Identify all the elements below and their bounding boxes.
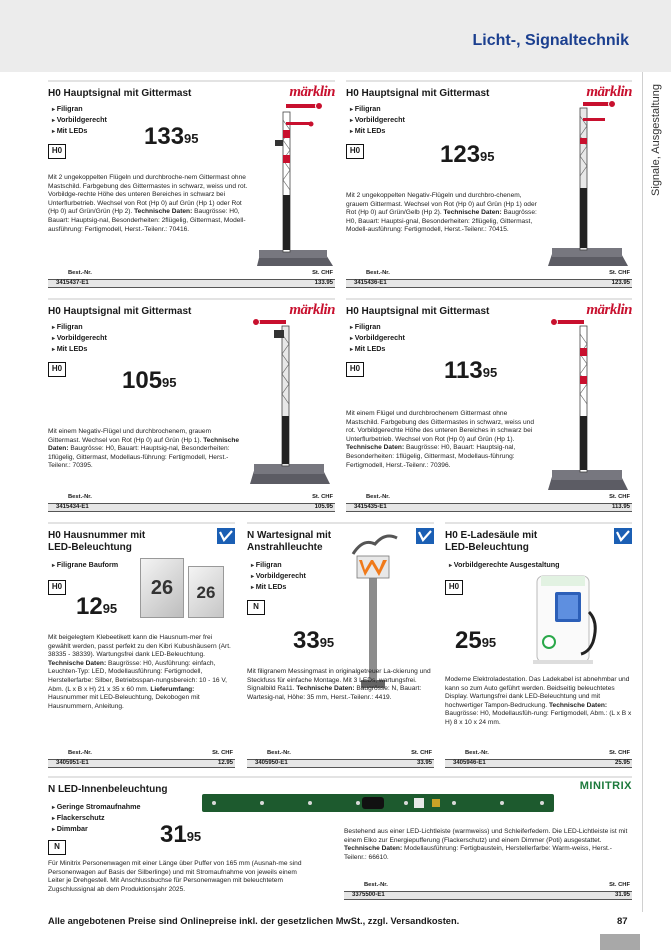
price-main: 31 bbox=[160, 821, 187, 848]
title-line: Anstrahlleuchte bbox=[247, 542, 323, 553]
feature-item: ▸ Flackerschutz bbox=[52, 813, 141, 824]
price-cents: 95 bbox=[102, 601, 118, 616]
price-cents: 95 bbox=[482, 365, 498, 380]
title-line: LED-Beleuchtung bbox=[48, 542, 132, 553]
feature-item: ▸ Dimmbar bbox=[52, 824, 141, 835]
art-header bbox=[48, 494, 335, 502]
feature-item: ▸ Vorbildgerecht bbox=[350, 333, 405, 344]
product-description bbox=[48, 634, 235, 711]
viessmann-logo bbox=[416, 528, 434, 544]
tech-label: Technische Daten: bbox=[48, 436, 240, 453]
product-card bbox=[247, 522, 434, 770]
feature-list bbox=[350, 104, 405, 137]
tech-label: Technische Daten: bbox=[443, 209, 502, 217]
feature-item: ▸ Filigran bbox=[52, 322, 107, 333]
description-text: Bestehend aus einer LED-Lichtleiste (warmweiss) und Schleiferfedern. Die LED-Lichtleiste ist mit einem Elko zur Energiepufferung (Flackerschutz) und einem Dimmer (Poti) ausgestattet. bbox=[344, 828, 628, 844]
side-label: Signale, Ausgestaltung bbox=[650, 84, 662, 196]
art-no-label: Best.-Nr. bbox=[366, 270, 390, 276]
price-cents: 95 bbox=[481, 635, 497, 650]
marklin-logo: märklin bbox=[586, 302, 632, 318]
product-title: H0 Hauptsignal mit Gittermast bbox=[48, 306, 192, 317]
product-title bbox=[445, 530, 537, 554]
feature-item: ▸ Filigran bbox=[350, 322, 405, 333]
product-title bbox=[247, 530, 331, 554]
tech-text: Baugrösse: H0, Ausführung: einfach, Leuchten-Typ: LED, Modellausführung: Fertigmodell, Herstellerfarbe: Silber, Betriebsspan-nungsbereich: 10 - 16 V, Abm. (L x B x H) 21 x 35 x 60 mm. bbox=[48, 659, 227, 693]
house-number: 26 bbox=[150, 577, 174, 599]
feature-item: ▸ Geringe Stromaufnahme bbox=[52, 802, 141, 813]
price bbox=[444, 358, 497, 384]
viessmann-logo bbox=[614, 528, 632, 544]
product-description bbox=[48, 174, 248, 234]
feature-item: ▸ Filigran bbox=[350, 104, 405, 115]
led-strip-image bbox=[202, 790, 554, 816]
price-main: 113 bbox=[444, 357, 483, 384]
art-header bbox=[344, 882, 632, 890]
feature-item: ▸ Mit LEDs bbox=[350, 126, 405, 137]
tech-text: Modellausführung: Fertigbaustein, Herstellerfarbe: Warm-weiss, Herst.-Teilenr.: 66610. bbox=[344, 845, 612, 861]
price-ccy-label: St. CHF bbox=[609, 494, 630, 500]
article-price: 133.95 bbox=[314, 280, 333, 286]
product-description bbox=[48, 428, 240, 471]
product-title: H0 Hauptsignal mit Gittermast bbox=[346, 88, 490, 99]
title-line: N Wartesignal mit bbox=[247, 530, 332, 541]
price-main: 105 bbox=[122, 367, 163, 394]
feature-item: ▸ Vorbildgerechte Ausgestaltung bbox=[449, 560, 560, 571]
description-text: Mit 2 ungekoppelten Flügeln und durchbroche-nem Gittermast ohne Mastschild. Farbgebung des Gittermastes in schwarz, weiss und rot. Vorbildge-rechte Höhe des unteren Bereiches in schwarz bei Unterflurbetrieb. Wechsel von Rot (Hp 0) auf Grün (Hp 1) oder Rot (Hp 0) auf Grün/Grün (Hp 2). bbox=[48, 174, 248, 216]
section-title: Licht-, Signaltechnik bbox=[472, 32, 629, 49]
minitrix-logo: MINITRIX bbox=[579, 780, 632, 792]
feature-list bbox=[52, 802, 141, 835]
product-description bbox=[346, 410, 538, 470]
scale-badge: H0 bbox=[445, 580, 463, 595]
feature-item: ▸ Vorbildgerecht bbox=[52, 115, 107, 126]
price bbox=[455, 628, 496, 654]
description-text: Mit beigelegtem Klebeetikett kann die Hausnum-mer frei gewählt werden, passt perfekt zu den Kibri Kubushäusern (Art. 38335 - 38339). Wartungsfrei dank LED-Beleuchtung. bbox=[48, 634, 231, 659]
feature-item: ▸ Filigran bbox=[251, 560, 306, 571]
product-card bbox=[445, 522, 632, 770]
article-price: 113.95 bbox=[611, 504, 630, 510]
description-text: Mit einem Negativ-Flügel und durchbrochenem, grauem Gittermast. Wechsel von Rot (Hp 0) auf Grün (Hp 1). bbox=[48, 428, 212, 444]
scale-badge: N bbox=[48, 840, 66, 855]
title-line: LED-Beleuchtung bbox=[445, 542, 529, 553]
product-card bbox=[48, 80, 335, 290]
price-main: 133 bbox=[144, 123, 185, 150]
article-row bbox=[48, 759, 235, 768]
price-ccy-label: St. CHF bbox=[312, 494, 333, 500]
price bbox=[122, 368, 177, 394]
price bbox=[76, 594, 117, 620]
art-no-label: Best.-Nr. bbox=[465, 750, 489, 756]
price-ccy-label: St. CHF bbox=[212, 750, 233, 756]
product-card bbox=[346, 80, 632, 290]
feature-item: ▸ Filigran bbox=[52, 104, 107, 115]
price-ccy-label: St. CHF bbox=[609, 270, 630, 276]
main-signal-image bbox=[542, 98, 632, 270]
feature-list bbox=[52, 322, 107, 355]
tech-label: Technische Daten: bbox=[548, 701, 608, 709]
page-tab bbox=[600, 934, 640, 950]
tech-text: Baugrösse: H0, Bauart: Hauptsig-nal, Besonderheiten: 1flügelig, Gittermast, Modellaus-führung: Fertigmodell, Herst.-Teilenr.: 70396. bbox=[346, 444, 516, 469]
art-no-label: Best.-Nr. bbox=[68, 270, 92, 276]
description-text: Mit 2 ungekoppelten Negativ-Flügeln und durchbro-chenem, grauem Gittermast. Wechsel von Rot (Hp 0) auf Grün (Hp 1) oder Rot (Hp 0) auf Grün/Gelb (Hp 2). bbox=[346, 192, 537, 217]
article-number: 3405951-E1 bbox=[56, 760, 89, 766]
art-header bbox=[346, 270, 632, 278]
tech-text: Baugrösse: H0, Modellausfüh-rung: Fertigmodell, Abm.: (L x B x H) 8 x 10 x 24 mm. bbox=[445, 710, 632, 726]
art-no-label: Best.-Nr. bbox=[68, 494, 92, 500]
art-no-label: Best.-Nr. bbox=[68, 750, 92, 756]
article-number: 3415435-E1 bbox=[354, 504, 387, 510]
price-main: 33 bbox=[293, 627, 320, 654]
feature-item: ▸ Mit LEDs bbox=[52, 126, 107, 137]
tech-text: Baugrösse: H0, Bauart: Hauptsig-nal, Besonderheiten: 1flügelig, Gittermast, Modellaus-führung: Fertigmodell, Herst.-Teilenr.: 70395. bbox=[48, 445, 230, 470]
main-signal-image bbox=[244, 316, 334, 488]
price bbox=[144, 124, 199, 150]
price bbox=[160, 822, 201, 848]
feature-list bbox=[251, 560, 306, 593]
house-number-sign-1 bbox=[140, 558, 184, 618]
feature-list bbox=[350, 322, 405, 355]
product-description bbox=[247, 668, 434, 702]
price-ccy-label: St. CHF bbox=[411, 750, 432, 756]
article-row bbox=[445, 759, 632, 768]
product-title: H0 Hauptsignal mit Gittermast bbox=[48, 88, 192, 99]
article-row bbox=[346, 279, 632, 288]
price-ccy-label: St. CHF bbox=[609, 882, 630, 888]
article-price: 33.95 bbox=[416, 760, 432, 766]
art-header bbox=[247, 750, 434, 758]
tech-label: Technische Daten: bbox=[134, 208, 193, 216]
article-price: 12.95 bbox=[217, 760, 233, 766]
feature-item: ▸ Mit LEDs bbox=[251, 582, 306, 593]
tech-label: Technische Daten: bbox=[346, 444, 405, 452]
art-header bbox=[445, 750, 632, 758]
art-no-label: Best.-Nr. bbox=[267, 750, 291, 756]
footer-note: Alle angebotenen Preise sind Onlinepreise inkl. der gesetzlichen MwSt., zzgl. Versandkosten. bbox=[48, 916, 460, 926]
side-tab bbox=[641, 72, 671, 912]
price-main: 123 bbox=[440, 141, 481, 168]
article-price: 123.95 bbox=[611, 280, 630, 286]
price bbox=[293, 628, 334, 654]
page-number: 87 bbox=[617, 916, 628, 927]
product-card bbox=[48, 522, 235, 770]
article-price: 105.95 bbox=[314, 504, 333, 510]
article-row bbox=[48, 503, 335, 512]
article-number: 3405946-E1 bbox=[453, 760, 486, 766]
price-main: 12 bbox=[76, 593, 103, 620]
product-card bbox=[346, 298, 632, 514]
marklin-logo: märklin bbox=[289, 302, 335, 318]
marklin-logo: märklin bbox=[289, 84, 335, 100]
article-number: 3415436-E1 bbox=[354, 280, 387, 286]
tech-label: Technische Daten: bbox=[48, 659, 107, 667]
product-description bbox=[346, 192, 538, 235]
description-text: Moderne Elektroladestation. Das Ladekabel ist abnehmbar und kann so zum Auto geführt werden. Beidseitig beleuchtetes Display. Wartungsfrei dank LED-Beleuchtung und mit hochwertiger Tampon-Bedruckung. bbox=[445, 676, 630, 709]
main-signal-image bbox=[542, 316, 632, 494]
product-title bbox=[48, 530, 145, 554]
price-main: 25 bbox=[455, 627, 482, 654]
price bbox=[440, 142, 495, 168]
article-row bbox=[344, 891, 632, 900]
extra-text: Hausnummer mit LED-Beleuchtung, Dekobogen mit Hausnummern, Anleitung. bbox=[48, 694, 200, 710]
feature-item: ▸ Mit LEDs bbox=[52, 344, 107, 355]
feature-item: ▸ Vorbildgerecht bbox=[350, 115, 405, 126]
art-header bbox=[346, 494, 632, 502]
art-header bbox=[48, 270, 335, 278]
tech-text: Baugrösse: N, Bauart: Wartesig-nal, Höhe: 35 mm, Herst.-Teilenr.: 4419. bbox=[247, 685, 422, 701]
product-title: N LED-Innenbeleuchtung bbox=[48, 784, 168, 795]
description-text: Mit einem Flügel und durchbrochenem Gittermast ohne Mastschild. Farbgebung des Gittermastes in schwarz, weiss und rot. Vorbildgerechte Höhe des unteren Bereiches in schwarz bei Unterflurbetrieb. Wechsel von Rot (Hp 0) auf Grün (Hp 1). bbox=[346, 410, 535, 443]
main-signal-image bbox=[253, 100, 335, 270]
price-cents: 95 bbox=[319, 635, 335, 650]
charging-station-image bbox=[531, 572, 601, 668]
scale-badge: H0 bbox=[48, 362, 66, 377]
article-number: 3415434-E1 bbox=[56, 504, 89, 510]
scale-badge: N bbox=[247, 600, 265, 615]
feature-item: ▸ Filigrane Bauform bbox=[52, 560, 118, 571]
product-description: Für Minitrix Personenwagen mit einer Länge über Puffer von 165 mm (Ausnah-me sind Personenwagen auf Basis der Silberlinge) und mit Stromaufnahme von jeweils einem Leiter je Drehgestell. Mit Anschlussbuchse für Personenwagen mit beleuchtetem Zugschlussignal ab dem Produktionsjahr 2025. bbox=[48, 860, 302, 893]
house-number-sign-2 bbox=[188, 566, 224, 618]
article-row bbox=[48, 279, 335, 288]
viessmann-logo bbox=[217, 528, 235, 544]
art-no-label: Best.-Nr. bbox=[366, 494, 390, 500]
art-no-label: Best.-Nr. bbox=[364, 882, 388, 888]
feature-list bbox=[52, 104, 107, 137]
price-cents: 95 bbox=[186, 829, 202, 844]
house-number: 26 bbox=[196, 583, 216, 602]
tech-text: Baugrösse: H0, Bauart: Hauptsi-gnal, Besonderheiten: 2flügelig, Gittermast, Modell-ausführung: Fertigmodell, Herst.-Teilenr.: 70415. bbox=[346, 209, 537, 234]
article-row bbox=[346, 503, 632, 512]
article-number: 3405950-E1 bbox=[255, 760, 288, 766]
price-cents: 95 bbox=[480, 149, 495, 164]
feature-list bbox=[52, 560, 118, 571]
feature-item: ▸ Vorbildgerecht bbox=[52, 333, 107, 344]
article-number: 3375500-E1 bbox=[352, 892, 385, 898]
tech-label: Technische Daten: bbox=[296, 685, 355, 693]
price-cents: 95 bbox=[184, 131, 199, 146]
feature-item: ▸ Vorbildgerecht bbox=[251, 571, 306, 582]
product-description bbox=[445, 676, 632, 728]
price-ccy-label: St. CHF bbox=[609, 750, 630, 756]
article-row bbox=[247, 759, 434, 768]
article-number: 3415437-E1 bbox=[56, 280, 89, 286]
tech-label: Technische Daten: bbox=[344, 845, 403, 853]
article-price: 31.95 bbox=[614, 892, 630, 898]
feature-item: ▸ Mit LEDs bbox=[350, 344, 405, 355]
price-cents: 95 bbox=[162, 375, 177, 390]
product-title: H0 Hauptsignal mit Gittermast bbox=[346, 306, 490, 317]
scale-badge: H0 bbox=[346, 144, 364, 159]
tech-text: Baugrösse: H0, Bauart: Hauptsig-nal, Besonderheiten: 2flügelig, Gittermast, Modell-ausführung: Fertigmodell, Herst.-Teilenr.: 70416. bbox=[48, 208, 246, 233]
price-ccy-label: St. CHF bbox=[312, 270, 333, 276]
title-line: H0 E-Ladesäule mit bbox=[445, 530, 538, 541]
product-description-right bbox=[344, 828, 630, 862]
scale-badge: H0 bbox=[48, 580, 66, 595]
side-divider bbox=[642, 72, 643, 912]
description-text: Mit filigranem Messingmast in originalgetreuer La-ckierung und Steckfuss für einfache Montage. Mit 3 LEDs, wartungsfrei. Signalbild Ra11. bbox=[247, 668, 431, 693]
article-price: 25.95 bbox=[614, 760, 630, 766]
scale-badge: H0 bbox=[48, 144, 66, 159]
extra-label: Lieferumfang: bbox=[150, 685, 195, 693]
product-card bbox=[48, 776, 632, 906]
product-card bbox=[48, 298, 335, 514]
marklin-logo: märklin bbox=[586, 84, 632, 100]
scale-badge: H0 bbox=[346, 362, 364, 377]
art-header bbox=[48, 750, 235, 758]
title-line: H0 Hausnummer mit bbox=[48, 530, 146, 541]
feature-list bbox=[449, 560, 560, 571]
